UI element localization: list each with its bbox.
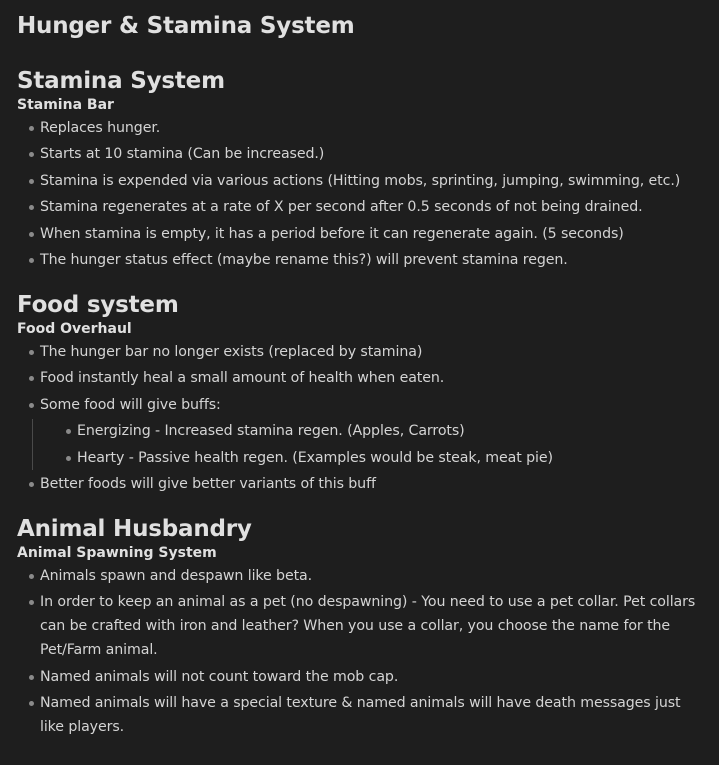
bullet-icon xyxy=(29,701,34,706)
bullet-icon xyxy=(29,179,34,184)
list-item: When stamina is empty, it has a period before it can regenerate again. (5 seconds) xyxy=(29,222,719,246)
list-item: Food instantly heal a small amount of health when eaten. xyxy=(29,366,719,390)
list-item: The hunger status effect (maybe rename this?) will prevent stamina regen. xyxy=(29,248,719,272)
section-subheading: Food Overhaul xyxy=(17,320,132,337)
bullet-icon xyxy=(29,574,34,579)
bullet-icon xyxy=(29,205,34,210)
bullet-icon xyxy=(29,152,34,157)
section-heading: Food system xyxy=(17,291,179,318)
list-item: Replaces hunger. xyxy=(29,116,719,140)
list-item: Animals spawn and despawn like beta. xyxy=(29,564,707,588)
bullet-icon xyxy=(29,232,34,237)
list-item: Named animals will have a special texture & named animals will have death messages just like players. xyxy=(29,691,707,739)
bullet-icon xyxy=(29,258,34,263)
list-item: The hunger bar no longer exists (replaced by stamina) xyxy=(29,340,719,364)
list-item: In order to keep an animal as a pet (no despawning) - You need to use a pet collar. Pet collars can be crafted with iron and leather? When you use a collar, you choose the name for the Pet/Farm animal. xyxy=(29,590,707,662)
list-item: Stamina regenerates at a rate of X per second after 0.5 seconds of not being drained. xyxy=(29,195,719,219)
section-food-system xyxy=(17,290,719,496)
section-heading: Animal Husbandry xyxy=(17,515,252,542)
list-item: Some food will give buffs: xyxy=(29,393,719,417)
list-item: Energizing - Increased stamina regen. (Apples, Carrots) xyxy=(66,419,719,443)
section-subheading: Stamina Bar xyxy=(17,97,114,113)
list-item: Starts at 10 stamina (Can be increased.) xyxy=(29,142,719,166)
bullet-icon xyxy=(66,456,71,461)
bullet-list xyxy=(17,472,719,496)
bullet-icon xyxy=(29,482,34,487)
bullet-list xyxy=(17,340,719,417)
bullet-list xyxy=(17,564,719,739)
bullet-icon xyxy=(29,600,34,605)
bullet-icon xyxy=(29,376,34,381)
section-animal-husbandry xyxy=(17,514,719,739)
nested-bullet-list xyxy=(32,419,719,469)
list-item: Named animals will not count toward the mob cap. xyxy=(29,665,707,689)
bullet-icon xyxy=(29,403,34,408)
list-item: Stamina is expended via various actions (Hitting mobs, sprinting, jumping, swimming, etc.) xyxy=(29,169,719,193)
section-subheading: Animal Spawning System xyxy=(17,544,217,561)
list-item: Hearty - Passive health regen. (Examples would be steak, meat pie) xyxy=(66,446,719,470)
section-stamina-system xyxy=(17,66,719,272)
bullet-icon xyxy=(66,429,71,434)
bullet-icon xyxy=(29,126,34,131)
bullet-icon xyxy=(29,350,34,355)
bullet-icon xyxy=(29,675,34,680)
bullet-list xyxy=(17,116,719,272)
list-item: Better foods will give better variants of this buff xyxy=(29,472,719,496)
page-title: Hunger & Stamina System xyxy=(17,13,355,39)
section-heading: Stamina System xyxy=(17,68,225,94)
